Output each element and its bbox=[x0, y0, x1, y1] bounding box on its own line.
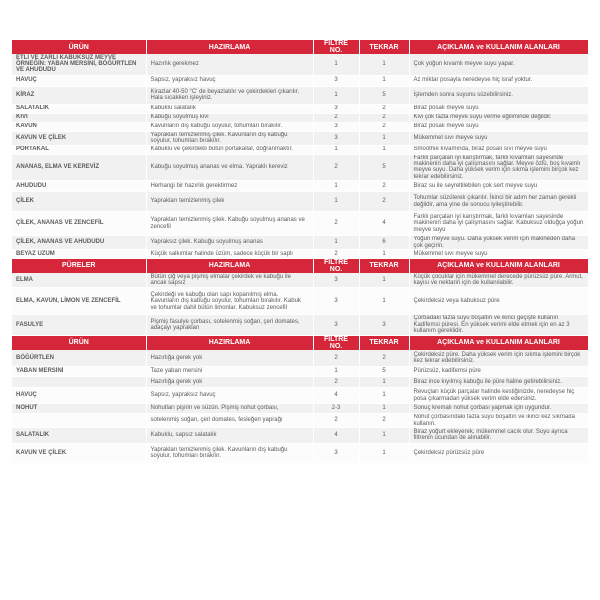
repeat-count-cell: 2 bbox=[359, 122, 409, 131]
preparation-cell: Pişmiş fasulye çorbası, sotelenmiş soğan, çeri domates, adaçayı yaprakları bbox=[146, 315, 313, 335]
table-row bbox=[12, 75, 588, 86]
product-name: FASULYE bbox=[12, 315, 146, 335]
filter-number-cell: 1 bbox=[313, 181, 359, 192]
filter-number-cell: 1 bbox=[313, 86, 359, 104]
table-row bbox=[12, 315, 588, 335]
description-cell: Çekirdeksiz püre. Daha yüksek verim için sıkma işlemini birçok kez tekrar edebilirsiniz. bbox=[409, 350, 588, 367]
repeat-count-cell: 5 bbox=[359, 367, 409, 377]
column-header: HAZIRLAMA bbox=[146, 40, 313, 54]
product-name: AHUDUDU bbox=[12, 181, 146, 192]
column-header: FİLTRE NO. bbox=[313, 40, 359, 54]
description-cell: Küçük çocuklar için mükemmel derecede pürüzsüz püre. Armut, kayısı ve nektarin için de kullanılabilir. bbox=[409, 273, 588, 288]
table-row bbox=[12, 443, 588, 463]
table-row bbox=[12, 367, 588, 377]
table-row bbox=[12, 404, 588, 414]
column-header: ÜRÜN bbox=[12, 335, 146, 350]
filter-number-cell: 1 bbox=[313, 54, 359, 75]
table-row bbox=[12, 288, 588, 315]
product-name: YABAN MERSİNİ bbox=[12, 367, 146, 377]
table-row bbox=[12, 388, 588, 404]
description-cell: Kivi çok fazla meyve suyu verme eğiliminde değildir. bbox=[409, 113, 588, 122]
repeat-count-cell: 1 bbox=[359, 404, 409, 414]
table-row bbox=[12, 131, 588, 145]
description-cell: Biraz yoğurt ekleyerek, mükemmel cacık olur. Suyu ayrıca filtrenin ucundan de alınabilir. bbox=[409, 427, 588, 443]
filter-number-cell: 3 bbox=[313, 315, 359, 335]
table-row bbox=[12, 236, 588, 250]
filter-number-cell: 4 bbox=[313, 388, 359, 404]
description-cell: Sonuç kremalı nohut çorbası yapmak için uygundur. bbox=[409, 404, 588, 414]
filter-number-cell: 3 bbox=[313, 443, 359, 463]
preparation-cell: Kavunların dış kabuğu soyulur, tohumları bırakılır. bbox=[146, 122, 313, 131]
preparation-cell: Yapraksız çilek. Kabuğu soyulmuş ananas bbox=[146, 236, 313, 250]
repeat-count-cell: 2 bbox=[359, 414, 409, 428]
description-cell: Biraz su ile seyreltilebilen çok sert meyve suyu bbox=[409, 181, 588, 192]
preparation-cell: Sapsız, yapraksız havuç bbox=[146, 75, 313, 86]
filter-number-cell: 3 bbox=[313, 104, 359, 113]
preparation-cell: Hazırlığa gerek yok bbox=[146, 350, 313, 367]
product-name: ETLİ VE ZARLI KABUKSUZ MEYVE ÖRNEĞİN: YABAN MERSİNİ, BÖĞÜRTLEN VE AHUDUDU bbox=[12, 54, 146, 75]
filter-number-cell: 3 bbox=[313, 273, 359, 288]
repeat-count-cell: 1 bbox=[359, 427, 409, 443]
section-header-row bbox=[12, 258, 588, 273]
repeat-count-cell: 4 bbox=[359, 212, 409, 236]
preparation-cell: Yaprakları temizlenmiş çilek. Kabuğu soyulmuş ananas ve zencefil bbox=[146, 212, 313, 236]
product-name: ÇİLEK, ANANAS VE ZENCEFİL bbox=[12, 212, 146, 236]
preparation-cell: Yaprakları temizlenmiş çilek. Kavunların dış kabuğu soyulur, tohumları bırakılır. bbox=[146, 131, 313, 145]
table-row bbox=[12, 122, 588, 131]
table-row bbox=[12, 427, 588, 443]
table-row bbox=[12, 86, 588, 104]
preparation-cell: Sapsız, yapraksız havuç bbox=[146, 388, 313, 404]
repeat-count-cell: 1 bbox=[359, 288, 409, 315]
repeat-count-cell: 1 bbox=[359, 273, 409, 288]
preparation-cell: Yaprakları temizlenmiş çilek bbox=[146, 192, 313, 212]
table-row bbox=[12, 350, 588, 367]
product-name: KAVUN VE ÇİLEK bbox=[12, 443, 146, 463]
description-cell: Çekirdeksiz veya kabuksuz püre bbox=[409, 288, 588, 315]
description-cell: Çekirdeksiz pürüzsüz püre bbox=[409, 443, 588, 463]
preparation-cell: Kirazlar 40-50 °C' de beyazlatılır ve çekirdekleri çıkarılır. Hala sıcakken işleyiniz. bbox=[146, 86, 313, 104]
column-header: TEKRAR bbox=[359, 258, 409, 273]
product-name: SALATALIK bbox=[12, 427, 146, 443]
repeat-count-cell: 3 bbox=[359, 315, 409, 335]
filter-number-cell: 3 bbox=[313, 288, 359, 315]
section-header-row bbox=[12, 335, 588, 350]
preparation-cell: Küçük salkımlar halinde üzüm, sadece küçük bir saplı bbox=[146, 249, 313, 258]
table-row bbox=[12, 104, 588, 113]
column-header: FİLTRE NO. bbox=[313, 335, 359, 350]
product-name: SALATALIK bbox=[12, 104, 146, 113]
table-row bbox=[12, 273, 588, 288]
filter-number-cell: 1 bbox=[313, 367, 359, 377]
preparation-cell: sotelenmiş soğan, çeri domates, fesleğen yaprağı bbox=[146, 414, 313, 428]
table-row bbox=[12, 249, 588, 258]
description-cell: Biraz ince kıyılmış kabuğu ile püre haline getirebilirsiniz. bbox=[409, 377, 588, 388]
product-name: PORTAKAL bbox=[12, 145, 146, 154]
filter-number-cell: 2 bbox=[313, 414, 359, 428]
description-cell: Tohumlar süzülerek çıkarılır. İkinci bir adım her zaman gerekli değildir, ama yine de sonucu iyileştirebilir. bbox=[409, 192, 588, 212]
repeat-count-cell: 1 bbox=[359, 388, 409, 404]
description-cell: Revuçları küçük parçalar halinde kestiğinizde, neredeyse hiç posa çıkarmadan yüksek verim elde edersiniz. bbox=[409, 388, 588, 404]
description-cell: Pürüzsüz, kadifemsi püre bbox=[409, 367, 588, 377]
product-name: KAVUN bbox=[12, 122, 146, 131]
column-header: AÇIKLAMA ve KULLANIM ALANLARI bbox=[409, 40, 588, 54]
filter-number-cell: 2 bbox=[313, 154, 359, 181]
preparation-cell: Kabuklu salatalık bbox=[146, 104, 313, 113]
preparation-cell: Taze yaban mersini bbox=[146, 367, 313, 377]
repeat-count-cell: 2 bbox=[359, 350, 409, 367]
description-cell: Farklı parçaları iyi karıştırmak, farklı kıvamları sayesinde makinenin daha iyi çalışmasını sağlar. Meyve özlü, boş kıvamlı meyve suyu. Daha yüksek verim için sıkma işlemini birçok kez tekrar edebilirsiniz. bbox=[409, 154, 588, 181]
repeat-count-cell: 1 bbox=[359, 377, 409, 388]
preparation-cell: Hazırlık gerekmez bbox=[146, 54, 313, 75]
product-name: KAVUN VE ÇİLEK bbox=[12, 131, 146, 145]
description-cell: Yoğun meyve suyu. Daha yüksek verim için makineden daha çok geçirin. bbox=[409, 236, 588, 250]
table-row bbox=[12, 145, 588, 154]
product-name bbox=[12, 377, 146, 388]
repeat-count-cell: 1 bbox=[359, 443, 409, 463]
preparation-cell: Kabuklu, sapsız salatalık bbox=[146, 427, 313, 443]
preparation-cell: Bütün çiğ veya pişmiş elmalar çekirdek ve kabuğu ile ancak sapsız bbox=[146, 273, 313, 288]
product-name: KİVİ bbox=[12, 113, 146, 122]
product-name: ELMA bbox=[12, 273, 146, 288]
table-row bbox=[12, 113, 588, 122]
description-cell: Çorbadaki fazla suyu boşaltın ve ikinci geçişte kullanın Kadifemsi püresi. En yüksek verimi elde etmek için en az 3 kullanım gereklidir. bbox=[409, 315, 588, 335]
filter-number-cell: 3 bbox=[313, 131, 359, 145]
description-cell: Mükemmel sıvı meyve suyu bbox=[409, 131, 588, 145]
product-name: BEYAZ ÜZÜM bbox=[12, 249, 146, 258]
preparation-cell: Kabuğu soyulmuş ananas ve elma. Yapraklı kereviz bbox=[146, 154, 313, 181]
filter-number-cell: 2 bbox=[313, 249, 359, 258]
preparation-cell: Kabuğu soyulmuş kivi bbox=[146, 113, 313, 122]
product-name bbox=[12, 414, 146, 428]
product-name: ÇİLEK, ANANAS VE AHUDUDU bbox=[12, 236, 146, 250]
product-name: ELMA, KAVUN, LİMON VE ZENCEFİL bbox=[12, 288, 146, 315]
filter-number-cell: 1 bbox=[313, 145, 359, 154]
description-cell: Az miktar posayla neredeyse hiç israf yoktur. bbox=[409, 75, 588, 86]
column-header: AÇIKLAMA ve KULLANIM ALANLARI bbox=[409, 335, 588, 350]
preparation-cell: Nohutları pişirin ve süzün. Pişmiş nohut çorbası, bbox=[146, 404, 313, 414]
preparation-cell: Çekirdeği ve kabuğu olan sapı kopanılmış elma. Kavunların dış kabuğu soyulur, tohumları bırakılır. Kabuk ve tohumlar dahil bütün limonlar. Kabuksuz zencefil bbox=[146, 288, 313, 315]
repeat-count-cell: 1 bbox=[359, 145, 409, 154]
filter-number-cell: 4 bbox=[313, 427, 359, 443]
column-header: TEKRAR bbox=[359, 40, 409, 54]
repeat-count-cell: 2 bbox=[359, 113, 409, 122]
description-cell: Biraz posalı meyve suyu bbox=[409, 104, 588, 113]
filter-number-cell: 2 bbox=[313, 113, 359, 122]
repeat-count-cell: 1 bbox=[359, 54, 409, 75]
table-row bbox=[12, 414, 588, 428]
repeat-count-cell: 1 bbox=[359, 131, 409, 145]
filter-number-cell: 2 bbox=[313, 377, 359, 388]
column-header: FİLTRE NO. bbox=[313, 258, 359, 273]
preparation-cell: Kabuklu ve çekirdekli bütün portakallar, doğranmaktır. bbox=[146, 145, 313, 154]
column-header: TEKRAR bbox=[359, 335, 409, 350]
repeat-count-cell: 1 bbox=[359, 249, 409, 258]
column-header: PÜRELER bbox=[12, 258, 146, 273]
usage-table bbox=[12, 40, 589, 464]
column-header: HAZIRLAMA bbox=[146, 258, 313, 273]
table-row bbox=[12, 181, 588, 192]
table-row bbox=[12, 212, 588, 236]
repeat-count-cell: 5 bbox=[359, 154, 409, 181]
filter-number-cell: 3 bbox=[313, 75, 359, 86]
filter-number-cell: 1 bbox=[313, 192, 359, 212]
juicer-usage-table bbox=[12, 40, 588, 598]
table-body bbox=[12, 40, 588, 463]
table-row bbox=[12, 154, 588, 181]
product-name: ANANAS, ELMA VE KEREVİZ bbox=[12, 154, 146, 181]
repeat-count-cell: 2 bbox=[359, 181, 409, 192]
preparation-cell: Herhangi bir hazırlık gerektirmez bbox=[146, 181, 313, 192]
repeat-count-cell: 5 bbox=[359, 86, 409, 104]
section-header-row bbox=[12, 40, 588, 54]
filter-number-cell: 2 bbox=[313, 212, 359, 236]
filter-number-cell: 3 bbox=[313, 122, 359, 131]
description-cell: Nohut çorbasındaki fazla suyu boşaltın ve ikinci kez sıkmada kullanın. bbox=[409, 414, 588, 428]
description-cell: Mükemmel sıvı meyve suyu bbox=[409, 249, 588, 258]
column-header: ÜRÜN bbox=[12, 40, 146, 54]
filter-number-cell: 2-3 bbox=[313, 404, 359, 414]
filter-number-cell: 1 bbox=[313, 236, 359, 250]
table-row bbox=[12, 54, 588, 75]
description-cell: Çok yoğun kıvamlı meyve suyu yapar. bbox=[409, 54, 588, 75]
product-name: ÇİLEK bbox=[12, 192, 146, 212]
repeat-count-cell: 2 bbox=[359, 192, 409, 212]
repeat-count-cell: 2 bbox=[359, 104, 409, 113]
description-cell: Biraz posalı meyve suyu bbox=[409, 122, 588, 131]
preparation-cell: Hazırlığa gerek yok bbox=[146, 377, 313, 388]
product-name: NOHUT bbox=[12, 404, 146, 414]
description-cell: Farklı parçaları iyi karıştırmak, farklı kıvamları sayesinde makinenin daha iyi çalışmasını sağlar. Kabuksuz olduğça yoğun meyve suyu bbox=[409, 212, 588, 236]
repeat-count-cell: 6 bbox=[359, 236, 409, 250]
repeat-count-cell: 1 bbox=[359, 75, 409, 86]
table-row bbox=[12, 192, 588, 212]
description-cell: İşlemden sonra suyunu süzebilirsiniz. bbox=[409, 86, 588, 104]
filter-number-cell: 2 bbox=[313, 350, 359, 367]
product-name: BÖĞÜRTLEN bbox=[12, 350, 146, 367]
product-name: KİRAZ bbox=[12, 86, 146, 104]
column-header: AÇIKLAMA ve KULLANIM ALANLARI bbox=[409, 258, 588, 273]
product-name: HAVUÇ bbox=[12, 75, 146, 86]
product-name: HAVUÇ bbox=[12, 388, 146, 404]
table-row bbox=[12, 377, 588, 388]
preparation-cell: Yaprakları temizlenmiş çilek. Kavunların dış kabuğu soyulur, tohumları bırakılır. bbox=[146, 443, 313, 463]
description-cell: Smoothie kıvamında, biraz posalı sıvı meyve suyu bbox=[409, 145, 588, 154]
column-header: HAZIRLAMA bbox=[146, 335, 313, 350]
